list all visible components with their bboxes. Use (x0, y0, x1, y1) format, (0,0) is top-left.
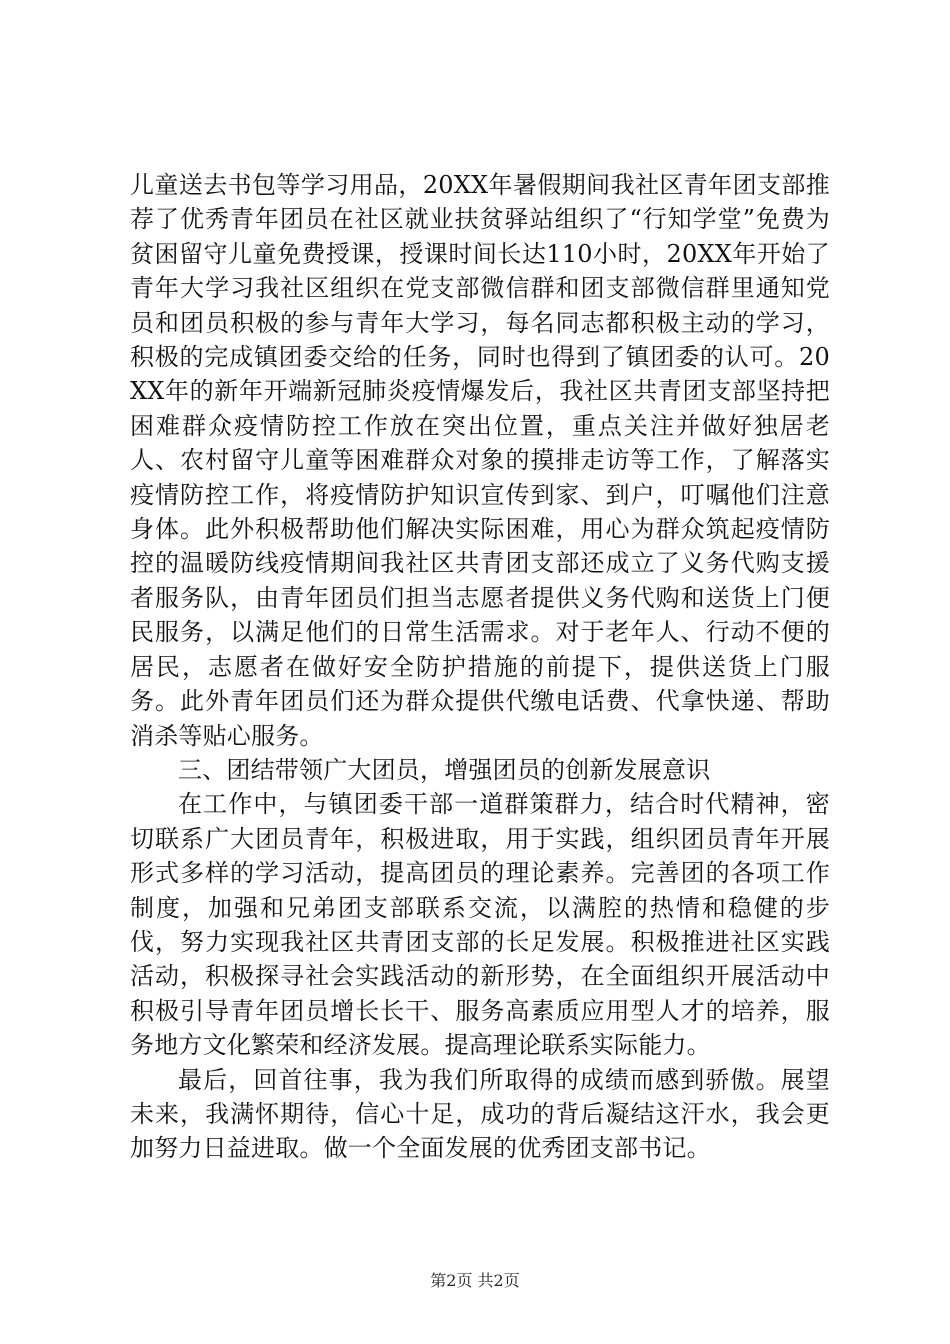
paragraph-work: 在工作中，与镇团委干部一道群策群力，结合时代精神，密切联系广大团员青年，积极进取，用于实践，组织团员青年开展形式多样的学习活动，提高团员的理论素养。完善团的各项工作制度，加强和兄弟团支部联系交流，以满腔的热情和稳健的步伐，努力实现我社区共青团支部的长足发展。积极推进社区实践活动，积极探寻社会实践活动的新形势，在全面组织开展活动中积极引导青年团员增长长干、服务高素质应用型人才的培养，服务地方文化繁荣和经济发展。提高理论联系实际能力。 (130, 790, 830, 1060)
paragraph-continuation: 儿童送去书包等学习用品，20XX年暑假期间我社区青年团支部推荐了优秀青年团员在社区就业扶贫驿站组织了“行知学堂”免费为贫困留守儿童免费授课，授课时间长达110小时，20XX年开始了青年大学习我社区组织在党支部微信群和团支部微信群里通知党员和团员积极的参与青年大学习，每名同志都积极主动的学习，积极的完成镇团委交给的任务，同时也得到了镇团委的认可。20XX年的新年开端新冠肺炎疫情爆发后，我社区共青团支部坚持把困难群众疫情防控工作放在突出位置，重点关注并做好独居老人、农村留守儿童等困难群众对象的摸排走访等工作，了解落实疫情防控工作，将疫情防护知识宣传到家、到户，叮嘱他们注意身体。此外积极帮助他们解决实际困难，用心为群众筑起疫情防控的温暖防线疫情期间我社区共青团支部还成立了义务代购支援者服务队，由青年团员们担当志愿者提供义务代购和送货上门便民服务，以满足他们的日常生活需求。对于老年人、行动不便的居民，志愿者在做好安全防护措施的前提下，提供送货上门服务。此外青年团员们还为群众提供代缴电话费、代拿快递、帮助消杀等贴心服务。 (130, 171, 830, 750)
paragraph-conclusion: 最后，回首往事，我为我们所取得的成绩而感到骄傲。展望未来，我满怀期待，信心十足，成功的背后凝结这汗水，我会更加努力日益进取。做一个全面发展的优秀团支部书记。 (130, 1065, 830, 1163)
document-body (130, 168, 830, 1166)
section-heading: 三、团结带领广大团员，增强团员的创新发展意识 (178, 755, 711, 784)
page-number-footer: 第2页 共2页 (430, 1271, 520, 1290)
